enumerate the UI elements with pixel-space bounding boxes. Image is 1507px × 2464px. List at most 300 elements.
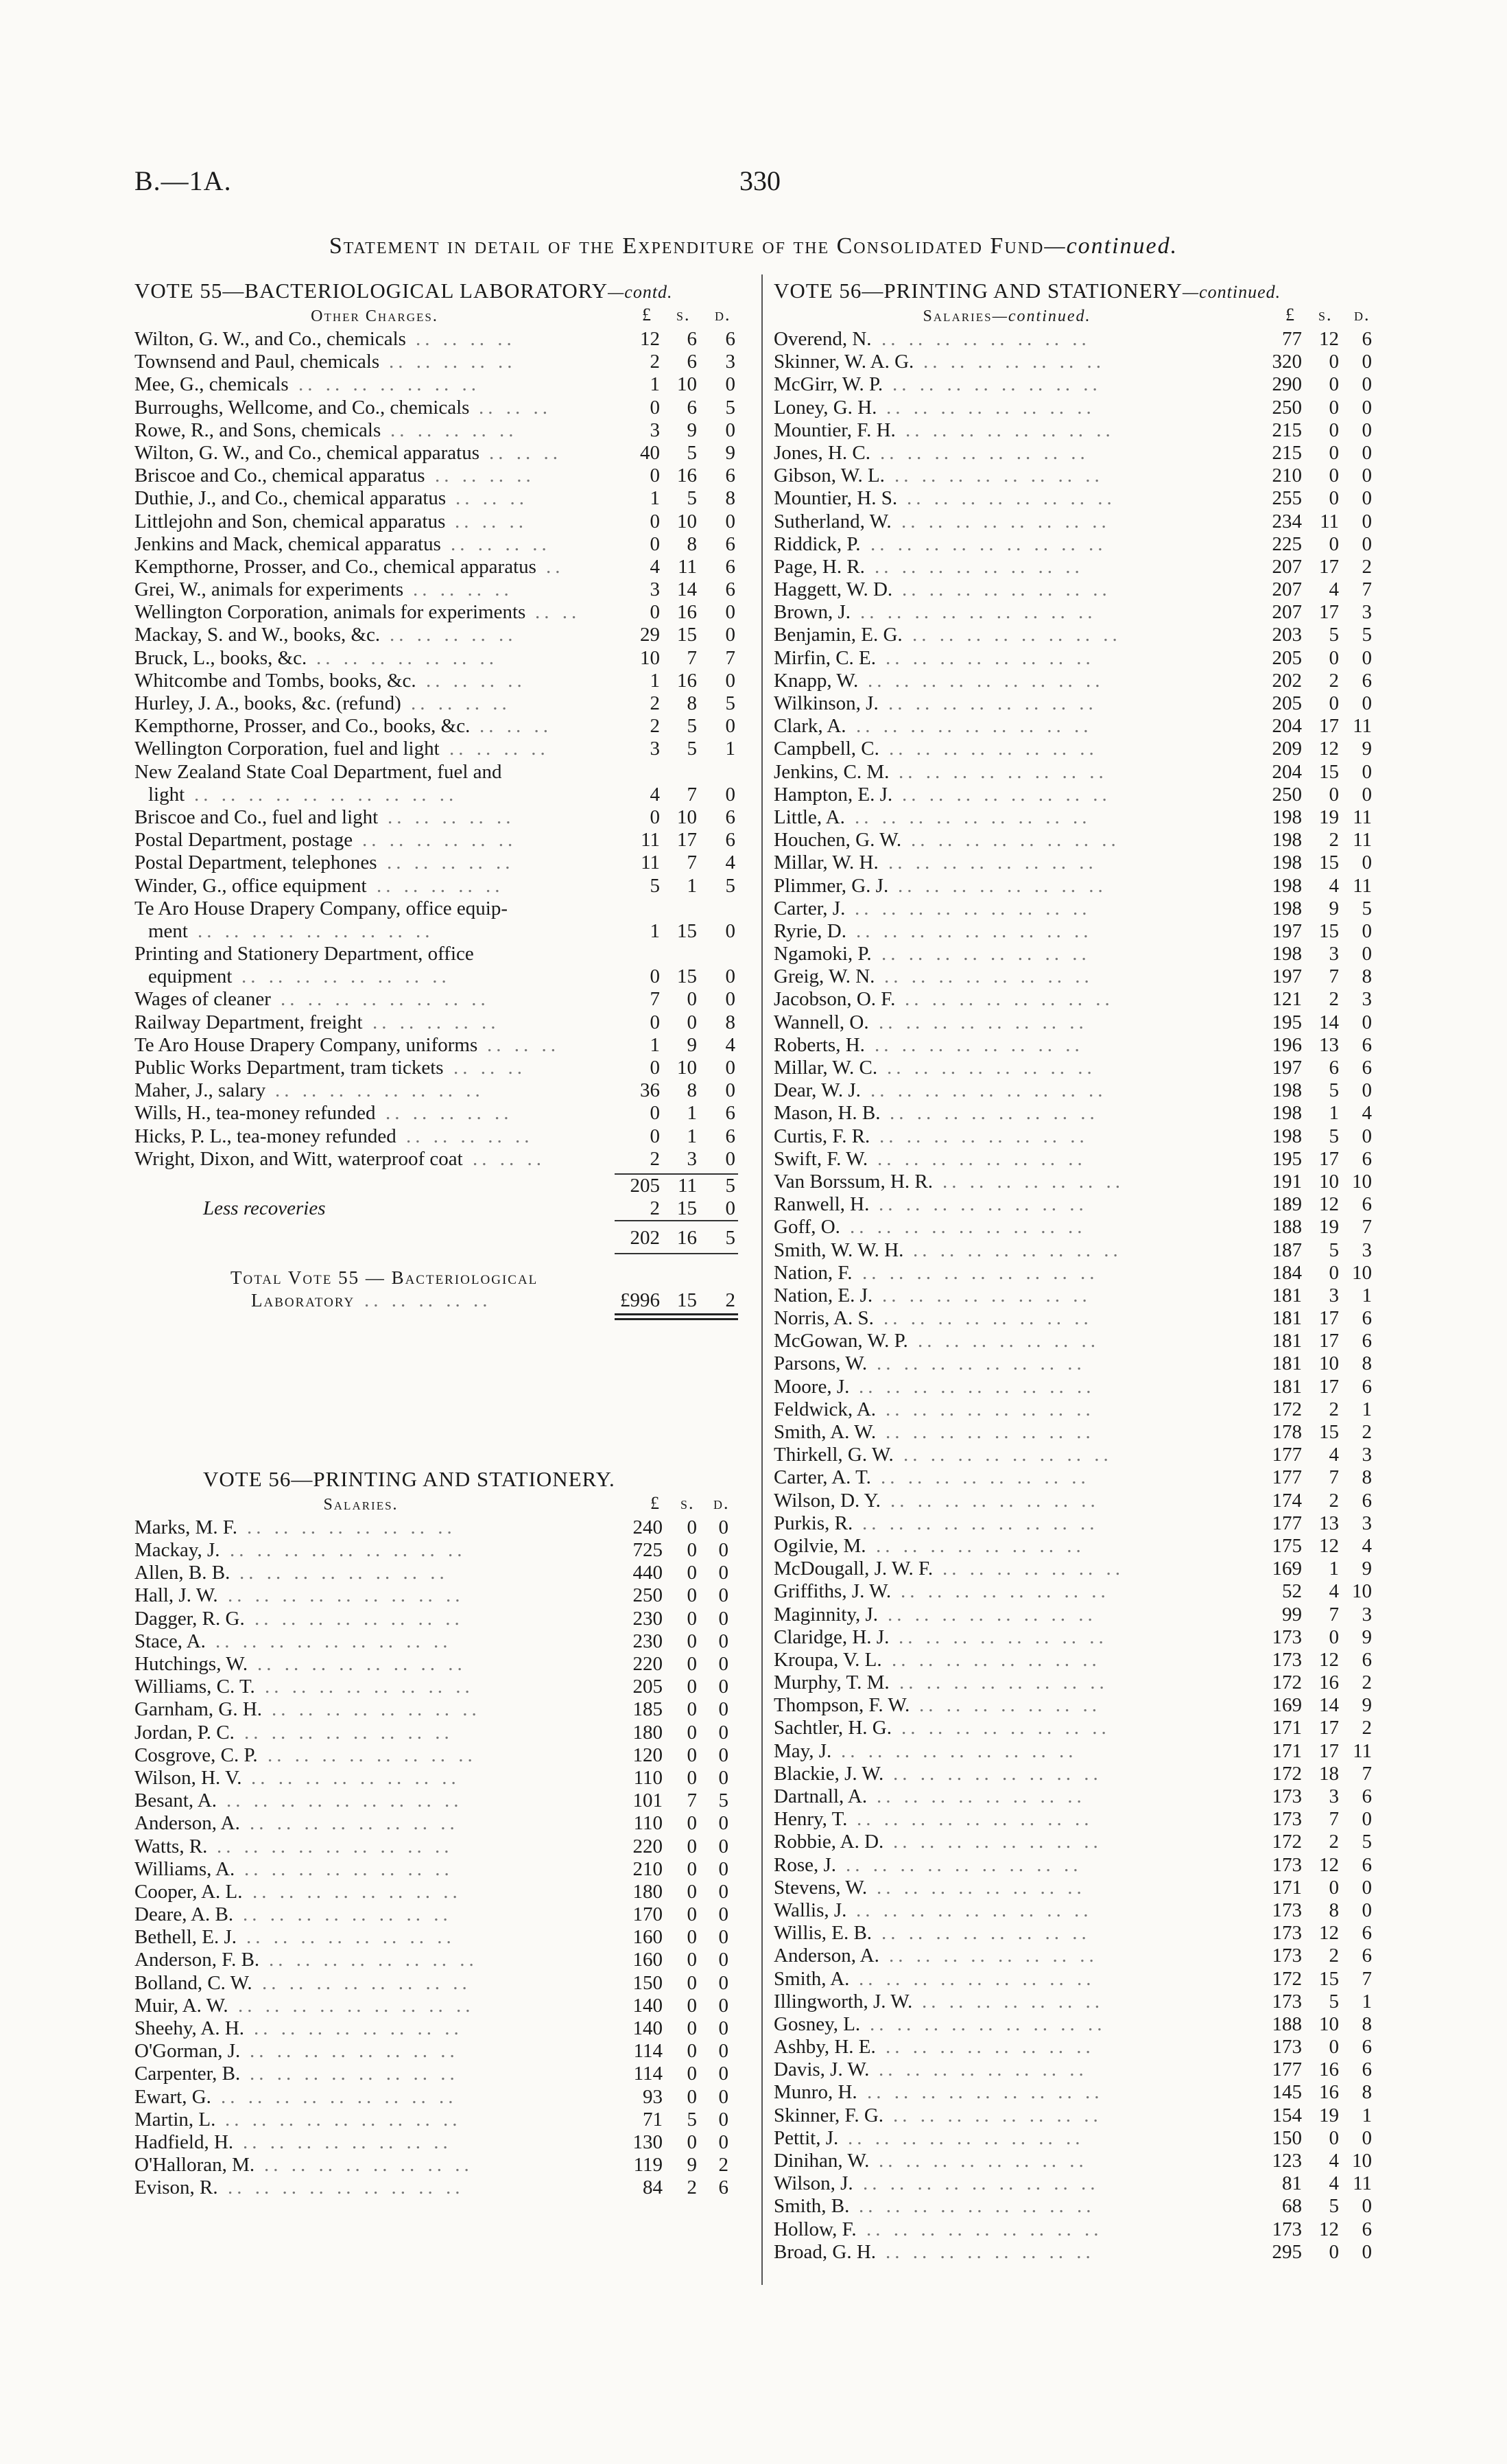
amount-pence: 0 xyxy=(718,1584,728,1607)
amount-shillings: 0 xyxy=(687,1994,697,2017)
amount-pounds: 230 xyxy=(632,1630,663,1652)
amount-pounds: 191 xyxy=(1272,1170,1302,1193)
row-name: Willis, E. B. xyxy=(774,1922,873,1945)
leader-dots: .. .. .. .. .. .. .. .. xyxy=(251,1766,460,1789)
amount-pence: 11 xyxy=(1353,715,1372,738)
amount-pounds: 169 xyxy=(1272,1694,1302,1717)
amount-pounds: 320 xyxy=(1272,351,1302,373)
amount-pence: 5 xyxy=(1362,1831,1372,1853)
leader-dots: .. .. .. .. .. .. .. .. xyxy=(241,965,451,988)
leader-dots: .. .. .. .. .. .. .. .. .. xyxy=(867,2081,1104,2104)
table-row xyxy=(774,1079,1377,1102)
amount-pounds: 121 xyxy=(1272,988,1302,1011)
row-name: Garnham, G. H. xyxy=(134,1698,263,1721)
row-name: Wilton, G. W., and Co., chemicals xyxy=(134,328,406,350)
table-row xyxy=(134,2131,752,2154)
amount-shillings: 1 xyxy=(687,874,697,897)
amount-shillings: 12 xyxy=(1319,1922,1339,1945)
row-name: Smith, A. W. xyxy=(774,1421,877,1443)
leader-dots: .. .. .. .. .. xyxy=(387,852,514,874)
amount-shillings: 0 xyxy=(687,1676,697,1698)
amount-pounds: 181 xyxy=(1272,1352,1302,1375)
net-shillings: 16 xyxy=(677,1227,697,1249)
net-pence: 5 xyxy=(725,1227,735,1249)
leader-dots: .. .. .. .. .. .. .. .. xyxy=(886,2240,1095,2263)
table-row xyxy=(774,1466,1377,1489)
row-name: May, J. xyxy=(774,1739,832,1762)
amount-shillings: 7 xyxy=(1329,1603,1339,1626)
amount-shillings: 0 xyxy=(1329,373,1339,396)
row-name: Jordan, P. C. xyxy=(134,1721,235,1744)
leader-dots: .. .. .. .. .. .. .. .. xyxy=(887,1057,1096,1079)
row-name: Campbell, C. xyxy=(774,738,879,760)
amount-shillings: 8 xyxy=(687,692,697,714)
leader-dots: .. .. .. .. .. .. .. .. xyxy=(264,2154,473,2176)
leader-dots: .. .. .. .. .. .. .. .. xyxy=(247,1516,456,1538)
leader-dots: .. .. .. .. .. .. .. .. xyxy=(275,1079,484,1102)
table-row xyxy=(134,1995,752,2017)
row-name: Evison, R. xyxy=(134,2176,218,2199)
table-row xyxy=(774,806,1377,829)
amount-pounds: 195 xyxy=(1272,1147,1302,1170)
amount-pounds: 173 xyxy=(1272,1626,1302,1648)
amount-pence: 5 xyxy=(1362,897,1372,919)
row-name: Wellington Corporation, animals for experiments xyxy=(134,601,526,624)
amount-shillings: 14 xyxy=(1319,1011,1339,1033)
amount-shillings: 5 xyxy=(687,738,697,760)
amount-pence: 4 xyxy=(725,852,735,874)
amount-pounds: 170 xyxy=(632,1903,663,1926)
leader-dots: .. .. .. .. .. .. .. .. xyxy=(899,1626,1108,1648)
leader-dots: .. .. .. .. .. .. .. .. .. xyxy=(846,1853,1082,1876)
amount-pence: 11 xyxy=(1353,806,1372,828)
amount-pounds: 220 xyxy=(632,1653,663,1675)
statement-title-text: Statement in detail of the Expenditure of the Consolidated Fund xyxy=(329,233,1045,259)
leader-dots: .. .. .. .. .. .. .. .. xyxy=(888,1603,1097,1626)
amount-pounds: 172 xyxy=(1272,1831,1302,1853)
amount-pounds: 0 xyxy=(650,465,660,487)
amount-pence: 0 xyxy=(1362,1011,1372,1033)
amount-pence: 6 xyxy=(1362,2058,1372,2081)
amount-pounds: 173 xyxy=(1272,1990,1302,2013)
row-name: Smith, A. xyxy=(774,1967,850,1990)
row-name: Sutherland, W. xyxy=(774,510,892,532)
leader-dots: .. .. .. xyxy=(455,487,528,510)
amount-pence: 0 xyxy=(725,419,735,441)
amount-shillings: 0 xyxy=(1329,532,1339,555)
amount-pounds: 123 xyxy=(1272,2150,1302,2172)
table-row xyxy=(134,988,752,1011)
amount-pounds: 173 xyxy=(1272,2218,1302,2240)
amount-pounds: 295 xyxy=(1272,2240,1302,2263)
amount-shillings: 17 xyxy=(1319,1147,1339,1170)
amount-shillings: 0 xyxy=(687,988,697,1011)
leader-dots: .. .. .. .. .. .. .. .. xyxy=(244,1721,453,1744)
amount-pence: 1 xyxy=(1362,1398,1372,1420)
leader-dots: .. .. .. .. .. .. .. .. xyxy=(265,1676,474,1698)
amount-pounds: 215 xyxy=(1272,419,1302,441)
amount-shillings: 0 xyxy=(1329,1261,1339,1284)
amount-pence: 8 xyxy=(1362,965,1372,988)
leader-dots: .. .. .. xyxy=(455,510,527,532)
leader-dots: .. .. .. .. .. .. .. .. .. xyxy=(860,601,1097,624)
amount-pounds: 205 xyxy=(1272,692,1302,714)
amount-pounds: 198 xyxy=(1272,806,1302,828)
table-row xyxy=(774,1580,1377,1603)
leader-dots: .. .. .. .. .. .. .. .. xyxy=(899,1671,1108,1694)
table-row xyxy=(134,1125,752,1148)
amount-shillings: 15 xyxy=(1319,760,1339,783)
amount-pounds: 160 xyxy=(632,1949,663,1971)
amount-pounds: 3 xyxy=(650,419,660,441)
amount-pounds: 198 xyxy=(1272,1102,1302,1125)
amount-pounds: 4 xyxy=(650,783,660,806)
leader-dots: .. .. .. .. .. .. .. .. xyxy=(903,1444,1113,1466)
leader-dots: .. .. .. .. .. .. .. .. .. xyxy=(850,1216,1087,1239)
table-row xyxy=(774,2013,1377,2036)
amount-pence: 8 xyxy=(725,1011,735,1033)
amount-pounds: 177 xyxy=(1272,1444,1302,1466)
leader-dots: .. .. .. xyxy=(479,396,551,419)
document-code: B.—1A. xyxy=(134,165,232,196)
row-name: Besant, A. xyxy=(134,1790,217,1812)
table-row xyxy=(774,988,1377,1011)
amount-pounds: 198 xyxy=(1272,852,1302,874)
row-name: Millar, W. C. xyxy=(774,1057,878,1079)
amount-pence: 11 xyxy=(1353,2172,1372,2195)
amount-shillings: 0 xyxy=(687,2131,697,2153)
amount-shillings: 8 xyxy=(687,532,697,555)
amount-shillings: 2 xyxy=(687,2176,697,2199)
row-name: Anderson, F. B. xyxy=(134,1949,260,1971)
amount-shillings: 4 xyxy=(1329,1444,1339,1466)
amount-shillings: 0 xyxy=(687,1584,697,1607)
table-row xyxy=(774,419,1377,442)
leader-dots: .. .. .. .. .. .. .. xyxy=(298,373,480,396)
table-row xyxy=(774,1011,1377,1034)
row-name: Marks, M. F. xyxy=(134,1516,237,1538)
table-row xyxy=(774,1763,1377,1785)
amount-pounds: 4 xyxy=(650,555,660,578)
amount-pence: 0 xyxy=(1362,692,1372,714)
table-row xyxy=(774,1284,1377,1307)
row-name: Muir, A. W. xyxy=(134,1994,228,2017)
total-double-rule xyxy=(134,1312,752,1322)
table-row xyxy=(134,1584,752,1607)
amount-pence: 6 xyxy=(1362,1375,1372,1398)
table-row xyxy=(134,1539,752,1562)
table-row xyxy=(774,2218,1377,2241)
amount-pence: 9 xyxy=(1362,738,1372,760)
leader-dots: .. .. .. .. .. .. .. .. xyxy=(877,1352,1086,1375)
amount-pounds: 240 xyxy=(632,1516,663,1538)
table-row xyxy=(134,1767,752,1790)
row-name: Wilson, D. Y. xyxy=(774,1489,881,1512)
amount-pounds: 198 xyxy=(1272,829,1302,852)
amount-pounds: 207 xyxy=(1272,601,1302,624)
amount-pence: 0 xyxy=(1362,1079,1372,1102)
amount-pence: 0 xyxy=(718,2063,728,2085)
table-row xyxy=(774,1899,1377,1922)
less-pence: 0 xyxy=(725,1197,735,1220)
amount-pounds: 172 xyxy=(1272,1671,1302,1694)
row-name: Maginnity, J. xyxy=(774,1603,878,1626)
row-name: Benjamin, E. G. xyxy=(774,624,903,646)
leader-dots: .. .. .. .. .. .. .. .. xyxy=(877,1785,1086,1807)
table-row xyxy=(134,1676,752,1698)
amount-shillings: 16 xyxy=(1319,2081,1339,2104)
row-name: Knapp, W. xyxy=(774,669,859,692)
table-row xyxy=(774,1991,1377,2013)
amount-pounds: 181 xyxy=(1272,1284,1302,1306)
row-name: Williams, A. xyxy=(134,1857,235,1880)
row-name: O'Halloran, M. xyxy=(134,2154,255,2176)
table-row xyxy=(774,1626,1377,1649)
total-pounds: £996 xyxy=(620,1289,660,1311)
row-name: Duthie, J., and Co., chemical apparatus xyxy=(134,487,447,510)
vote56-left-items xyxy=(134,1516,752,2200)
table-row xyxy=(134,965,752,988)
table-row xyxy=(774,1854,1377,1877)
amount-pence: 10 xyxy=(1352,1580,1372,1603)
table-row xyxy=(774,1193,1377,1216)
amount-pence: 9 xyxy=(1362,1626,1372,1648)
amount-pence: 0 xyxy=(718,1926,728,1949)
row-name: Littlejohn and Son, chemical apparatus xyxy=(134,510,446,532)
table-row xyxy=(774,1171,1377,1193)
table-row xyxy=(774,2104,1377,2127)
amount-shillings: 0 xyxy=(687,1630,697,1652)
vote55-total-label-1 xyxy=(134,1267,752,1289)
row-name: Wilson, H. V. xyxy=(134,1766,242,1789)
row-name: Printing and Stationery Department, office xyxy=(134,943,474,965)
amount-pounds: 189 xyxy=(1272,1193,1302,1216)
leader-dots: .. .. .. .. .. .. .. .. xyxy=(881,1922,1091,1945)
amount-shillings: 12 xyxy=(1319,1648,1339,1671)
row-name: Kempthorne, Prosser, and Co., books, &c. xyxy=(134,715,471,738)
leader-dots: .. .. .. .. .. .. .. .. xyxy=(875,1033,1084,1056)
amount-shillings: 4 xyxy=(1329,874,1339,897)
amount-pounds: 174 xyxy=(1272,1489,1302,1512)
amount-shillings: 9 xyxy=(687,1033,697,1056)
table-row xyxy=(774,647,1377,670)
row-name: Little, A. xyxy=(774,806,845,828)
amount-pence: 0 xyxy=(718,2085,728,2108)
leader-dots: .. .. .. .. .. .. .. .. xyxy=(881,328,1091,350)
amount-pounds: 0 xyxy=(650,1011,660,1033)
leader-dots: .. .. .. .. .. .. .. .. xyxy=(884,965,1093,988)
vote55-subheading-row xyxy=(134,305,752,328)
amount-pence: 0 xyxy=(725,1147,735,1170)
vote56-cont-heading xyxy=(774,277,1377,305)
row-name: Clark, A. xyxy=(774,715,846,738)
leader-dots: .. .. .. .. .. .. .. .. .. xyxy=(228,1584,464,1607)
leader-dots: .. .. .. .. .. .. .. .. xyxy=(892,373,1102,396)
vote56-right-items xyxy=(774,328,1377,2264)
statement-title-continued: —continued. xyxy=(1044,233,1178,259)
amount-shillings: 0 xyxy=(1329,487,1339,510)
row-name: Jenkins and Mack, chemical apparatus xyxy=(134,532,441,555)
amount-pounds: 181 xyxy=(1272,1375,1302,1398)
amount-shillings: 5 xyxy=(687,487,697,510)
amount-pounds: 177 xyxy=(1272,1512,1302,1534)
amount-pounds: 101 xyxy=(632,1790,663,1812)
amount-shillings: 0 xyxy=(687,1744,697,1766)
row-name: Greig, W. N. xyxy=(774,965,875,988)
row-name: Burroughs, Wellcome, and Co., chemicals xyxy=(134,396,470,419)
amount-pounds: 177 xyxy=(1272,2058,1302,2081)
total-leader-dots: .. .. .. .. .. xyxy=(364,1289,492,1311)
leader-dots: .. .. .. .. .. .. .. .. xyxy=(905,988,1114,1011)
amount-pence: 2 xyxy=(1362,1671,1372,1694)
leader-dots: .. .. .. .. .. .. .. .. xyxy=(254,1607,464,1630)
amount-shillings: 5 xyxy=(687,2108,697,2131)
leader-dots: .. .. .. .. .. .. .. .. xyxy=(879,2150,1088,2172)
amount-shillings: 1 xyxy=(687,1102,697,1125)
amount-pounds: 209 xyxy=(1272,738,1302,760)
leader-dots: .. .. .. .. .. .. .. .. xyxy=(281,988,490,1011)
table-row xyxy=(134,1881,752,1903)
amount-shillings: 19 xyxy=(1319,2104,1339,2126)
leader-dots: .. .. .. .. .. .. .. .. .. xyxy=(859,1967,1095,1990)
amount-pence: 0 xyxy=(725,669,735,692)
leader-dots: .. .. .. .. .. .. .. xyxy=(922,1990,1104,2013)
row-name: McDougall, J. W. F. xyxy=(774,1558,934,1580)
table-row xyxy=(134,1562,752,1584)
amount-pounds: 160 xyxy=(632,1926,663,1949)
amount-pounds: 119 xyxy=(633,2154,663,2176)
row-name: Stace, A. xyxy=(134,1630,206,1652)
table-row xyxy=(774,328,1377,351)
vote55-subheading: Other Charges. xyxy=(311,307,438,325)
table-row xyxy=(134,2086,752,2109)
table-row xyxy=(134,511,752,533)
leader-dots: .. .. .. .. .. .. .. .. .. xyxy=(868,669,1104,692)
table-row xyxy=(774,1376,1377,1398)
amount-shillings: 6 xyxy=(687,328,697,350)
table-row xyxy=(774,1877,1377,1899)
row-name: Gosney, L. xyxy=(774,2013,861,2035)
row-name: Pettit, J. xyxy=(774,2126,839,2149)
table-row xyxy=(134,1057,752,1079)
amount-pence: 3 xyxy=(1362,1603,1372,1626)
table-row xyxy=(134,784,752,806)
amount-shillings: 7 xyxy=(687,852,697,874)
amount-shillings: 12 xyxy=(1319,328,1339,350)
leader-dots: .. .. .. .. .. .. .. .. xyxy=(883,1307,1093,1330)
amount-pounds: 181 xyxy=(1272,1307,1302,1330)
row-name: Kempthorne, Prosser, and Co., chemical apparatus xyxy=(134,555,536,578)
row-name: Dartnall, A. xyxy=(774,1785,868,1807)
leader-dots: .. .. .. .. .. .. .. .. .. xyxy=(857,1808,1093,1831)
amount-shillings: 0 xyxy=(1329,465,1339,487)
leader-dots: .. .. .. .. .. .. .. .. .. xyxy=(862,1512,1099,1534)
row-name: Wilton, G. W., and Co., chemical apparatus xyxy=(134,441,479,464)
leader-dots: .. .. .. .. .. .. .. .. .. xyxy=(841,1739,1078,1762)
vote55-heading-text: VOTE 55—BACTERIOLOGICAL LABORATORY xyxy=(134,279,608,303)
amount-shillings: 0 xyxy=(687,1653,697,1675)
table-row xyxy=(134,1858,752,1881)
table-row xyxy=(774,1740,1377,1763)
leader-dots: .. .. .. .. .. .. .. .. xyxy=(272,1698,481,1721)
leader-dots: .. .. xyxy=(535,601,581,624)
amount-pence: 6 xyxy=(725,328,735,350)
amount-pence: 0 xyxy=(1362,1808,1372,1831)
amount-shillings: 17 xyxy=(1319,1739,1339,1762)
leader-dots: .. .. .. .. .. .. .. .. xyxy=(893,1762,1102,1785)
amount-shillings: 13 xyxy=(1319,1033,1339,1056)
amount-pounds: 198 xyxy=(1272,1079,1302,1102)
leader-dots: .. .. .. xyxy=(487,1033,560,1056)
leader-dots: .. .. .. .. .. .. .. .. xyxy=(239,1562,449,1584)
row-name: Bolland, C. W. xyxy=(134,1971,252,1994)
amount-shillings: 5 xyxy=(687,441,697,464)
leader-dots: .. .. .. .. xyxy=(411,692,511,714)
amount-pence: 3 xyxy=(1362,1512,1372,1534)
amount-pence: 0 xyxy=(1362,1876,1372,1899)
table-row xyxy=(134,487,752,510)
table-row xyxy=(774,1352,1377,1375)
vote56-cont-heading-continued: —continued. xyxy=(1182,282,1281,302)
vote55-col-shillings: s. xyxy=(676,305,691,325)
table-row xyxy=(774,2058,1377,2081)
amount-pounds: 5 xyxy=(650,874,660,897)
amount-shillings: 4 xyxy=(1329,578,1339,601)
leader-dots: .. .. .. .. .. .. .. .. xyxy=(882,1284,1091,1306)
amount-shillings: 12 xyxy=(1319,1193,1339,1216)
row-name: Martin, L. xyxy=(134,2108,216,2131)
amount-shillings: 0 xyxy=(687,1607,697,1630)
row-name: Postal Department, postage xyxy=(134,829,353,852)
amount-pence: 0 xyxy=(725,373,735,396)
amount-shillings: 6 xyxy=(687,396,697,419)
amount-shillings: 5 xyxy=(1329,2195,1339,2218)
amount-pence: 0 xyxy=(718,2131,728,2153)
amount-pounds: 110 xyxy=(633,1766,663,1789)
amount-shillings: 16 xyxy=(1319,2058,1339,2081)
leader-dots: .. .. .. .. .. .. .. .. xyxy=(262,1971,471,1994)
amount-pence: 11 xyxy=(1353,874,1372,897)
leader-dots: .. .. .. .. .. .. .. .. .. xyxy=(870,532,1107,555)
leader-dots: .. .. .. .. .. .. .. .. xyxy=(879,2058,1088,2081)
amount-pence: 0 xyxy=(1362,1899,1372,1921)
amount-shillings: 8 xyxy=(687,1079,697,1102)
amount-shillings: 5 xyxy=(1329,1990,1339,2013)
amount-shillings: 15 xyxy=(1319,1421,1339,1443)
amount-pence: 0 xyxy=(1362,760,1372,783)
amount-pence: 10 xyxy=(1352,1170,1372,1193)
amount-shillings: 0 xyxy=(1329,2126,1339,2149)
amount-shillings: 2 xyxy=(1329,1398,1339,1420)
amount-pence: 0 xyxy=(725,965,735,988)
amount-pounds: 173 xyxy=(1272,1899,1302,1921)
vote55-total-row xyxy=(134,1289,752,1312)
amount-shillings: 0 xyxy=(687,1857,697,1880)
row-name: O'Gorman, J. xyxy=(134,2040,241,2063)
amount-pence: 6 xyxy=(725,578,735,601)
leader-dots: .. .. .. .. .. xyxy=(372,1011,500,1033)
amount-pence: 6 xyxy=(1362,1033,1372,1056)
amount-shillings: 7 xyxy=(687,1790,697,1812)
amount-pounds: 215 xyxy=(1272,441,1302,464)
leader-dots: .. .. .. .. .. .. .. .. .. xyxy=(225,2108,462,2131)
leader-dots: .. .. .. .. .. .. .. .. .. xyxy=(859,2195,1095,2218)
leader-dots: .. .. .. .. .. .. .. .. xyxy=(902,783,1111,806)
amount-pounds: 173 xyxy=(1272,1648,1302,1671)
table-row xyxy=(774,761,1377,784)
amount-shillings: 9 xyxy=(1329,897,1339,919)
table-row xyxy=(134,2176,752,2199)
